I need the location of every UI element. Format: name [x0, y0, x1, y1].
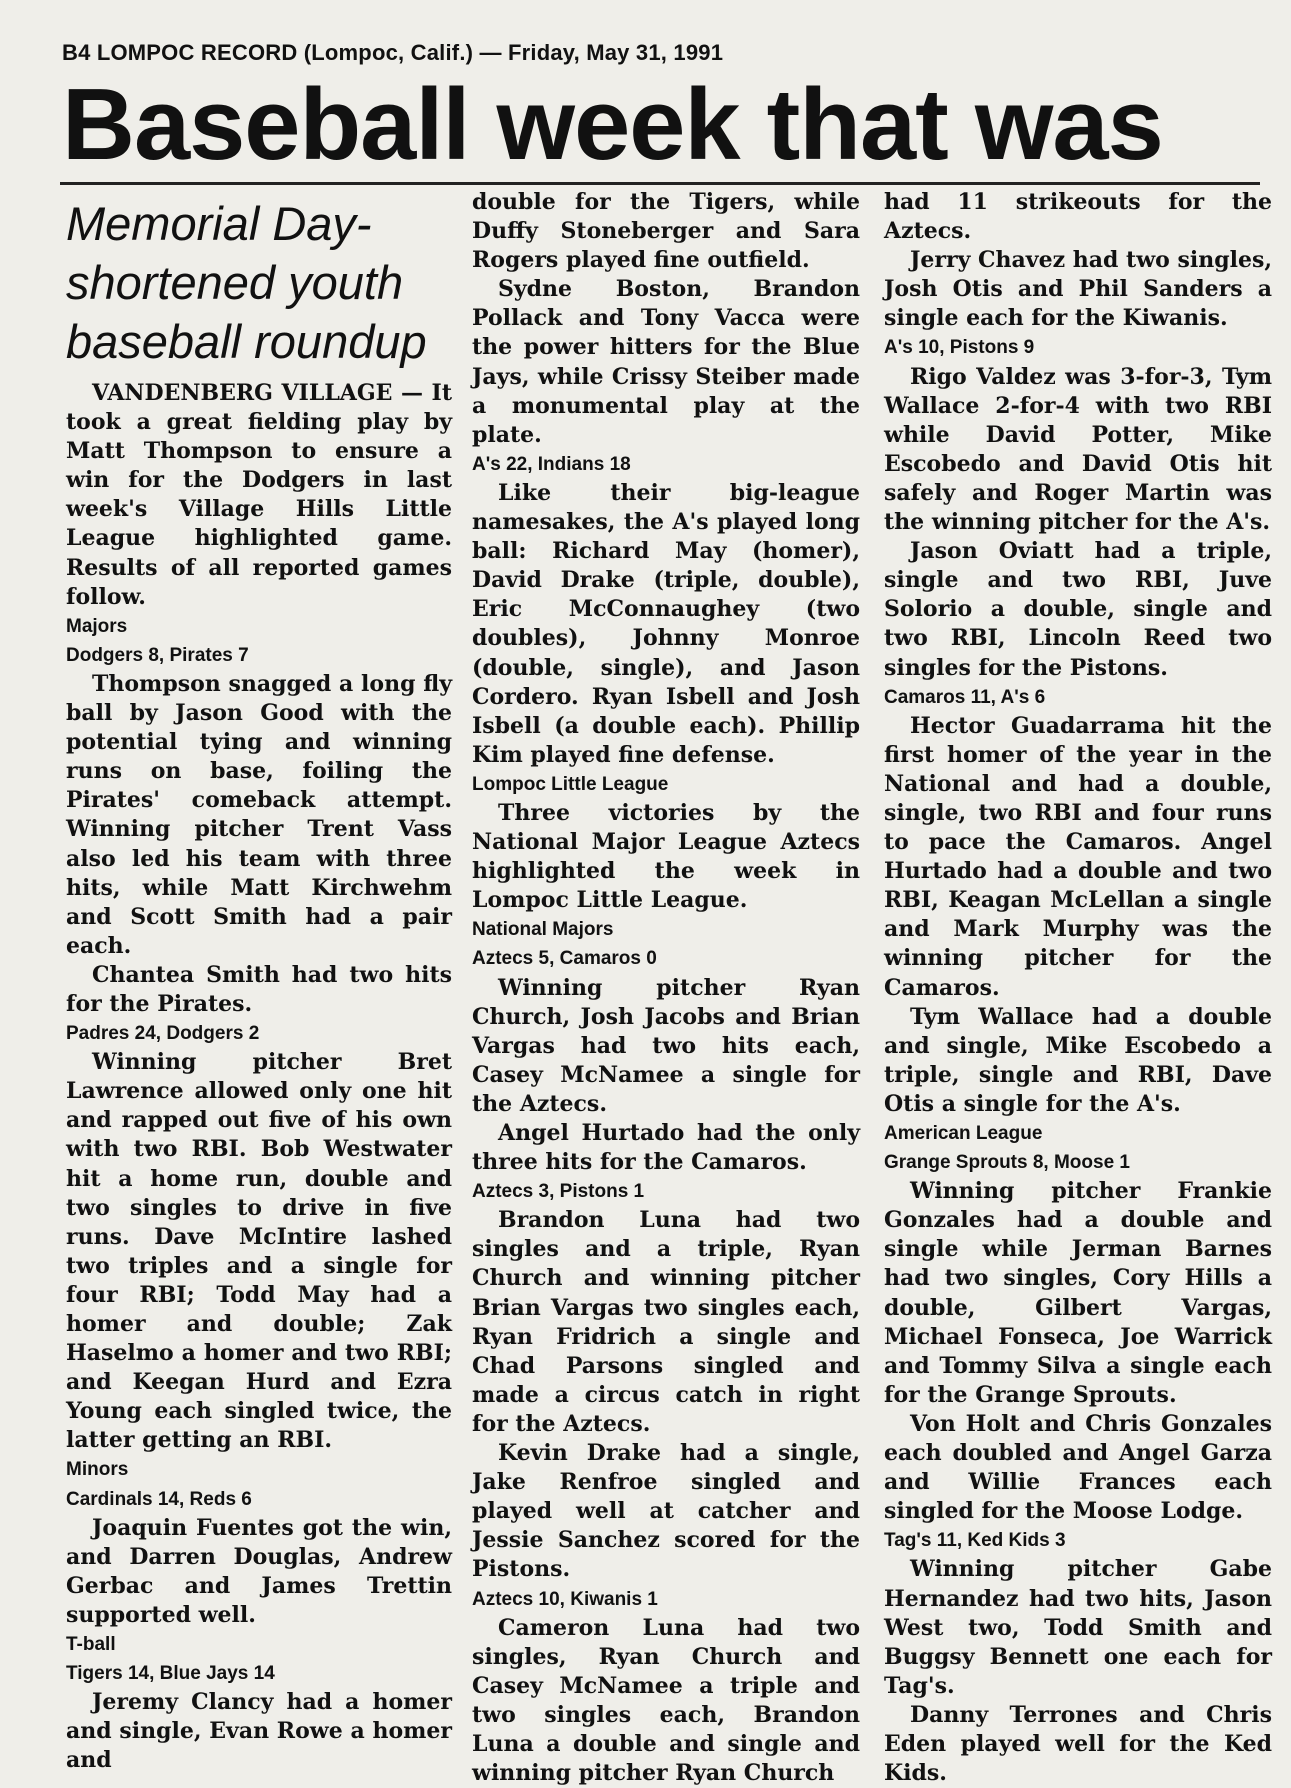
section-heading: Lompoc Little League: [472, 773, 669, 795]
section-heading: American League: [884, 1123, 1043, 1144]
headline: Baseball week that was: [62, 69, 1163, 181]
section-heading: Tag's 11, Ked Kids 3: [884, 1530, 1066, 1552]
paragraph: Tym Wallace had a double and single, Mike Escobedo a triple, single and RBI, Dave Otis a single for the A's.: [884, 1003, 1272, 1117]
section-heading: Majors: [66, 615, 128, 637]
section-heading: Aztecs 10, Kiwanis 1: [472, 1588, 658, 1610]
paragraph: Winning pitcher Ryan Church, Josh Jacobs and Brian Vargas had two hits each, Casey McNamee a single for the Aztecs.: [472, 974, 860, 1117]
continued-paragraph: double for the Tigers, while Duffy Stoneberger and Sara Rogers played fine outfield.: [472, 189, 860, 274]
section-heading: Aztecs 3, Pistons 1: [472, 1181, 645, 1203]
section-heading: Cardinals 14, Reds 6: [66, 1488, 252, 1510]
paragraph: Thompson snagged a long fly ball by Jason Good with the potential tying and winning runs on base, foiling the Pirates' comeback attempt. Winning pitcher Trent Vass also led his team with three hits, while Matt Kirchwehm and Scott Smith had a pair each.: [66, 670, 452, 959]
paragraph: Winning pitcher Bret Lawrence allowed only one hit and rapped out five of his own with two RBI. Bob Westwater hit a home run, double and two singles to drive in five runs. Dave McIntire lashed two triples and a single for four RBI; Todd May had a homer and double; Zak Haselmo a homer and two RBI; and Keegan Hurd and Ezra Young each singled twice, the latter getting an RBI.: [66, 1049, 452, 1454]
paragraph: Angel Hurtado had the only three hits for the Camaros.: [472, 1120, 860, 1176]
deck-line: shortened youth: [66, 256, 404, 309]
paragraph: Jerry Chavez had two singles, Josh Otis and Phil Sanders a single each for the Kiwanis.: [884, 247, 1272, 332]
section-heading: A's 10, Pistons 9: [884, 337, 1035, 359]
section-heading: Camaros 11, A's 6: [884, 686, 1046, 708]
column-3-body: [884, 188, 1272, 1788]
paragraph: Joaquin Fuentes got the win, and Darren Douglas, Andrew Gerbac and James Trettin supported well.: [66, 1514, 452, 1628]
section-heading: Padres 24, Dodgers 2: [66, 1023, 260, 1045]
deck: [66, 194, 452, 371]
paragraph: Hector Guadarrama hit the first homer of the year in the National and had a double, single, two RBI and four runs to pace the Camaros. Angel Hurtado had a double and two RBI, Keagan McLellan a single and Mark Murphy was the winning pitcher for the Camaros.: [884, 712, 1272, 1001]
deck-line: Memorial Day-: [66, 197, 372, 250]
paragraph: Rigo Valdez was 3-for-3, Tym Wallace 2-for-4 with two RBI while David Potter, Mike Escobedo and David Otis hit safely and Roger Martin was the winning pitcher for the A's.: [884, 363, 1272, 536]
paragraph: Chantea Smith had two hits for the Pirates.: [66, 961, 452, 1017]
paragraph: Winning pitcher Frankie Gonzales had a double and single while Jerman Barnes had two singles, Cory Hills a double, Gilbert Vargas, Michael Fonseca, Joe Warrick and Tommy Silva a single each for the Grange Sprouts.: [884, 1178, 1272, 1408]
paragraph: Kevin Drake had a single, Jake Renfroe singled and played well at catcher and Jessie Sanchez scored for the Pistons.: [472, 1440, 860, 1583]
section-heading: Minors: [66, 1459, 129, 1481]
page-folio: B4 LOMPOC RECORD (Lompoc, Calif.) — Friday, May 31, 1991: [62, 40, 724, 65]
paragraph: Von Holt and Chris Gonzales each doubled and Angel Garza and Willie Frances each singled for the Moose Lodge.: [884, 1410, 1272, 1525]
paragraph: Like their big-league namesakes, the A's played long ball: Richard May (homer), David Drake (triple, double), Eric McConnaughey (two doubles), Johnny Monroe (double, single), and Jason Cordero. Ryan Isbell and Josh Isbell (a double each). Phillip Kim played fine defense.: [472, 479, 860, 768]
section-heading: Dodgers 8, Pirates 7: [66, 644, 249, 666]
section-heading: Aztecs 5, Camaros 0: [472, 948, 657, 970]
paragraph: Winning pitcher Gabe Hernandez had two hits, Jason West two, Todd Smith and Buggsy Bennett one each for Tag's.: [884, 1556, 1272, 1699]
column-2: [472, 188, 860, 1788]
paragraph: Sydne Boston, Brandon Pollack and Tony Vacca were the power hitters for the Blue Jays, while Crissy Steiber made a monumental play at the plate.: [472, 276, 860, 448]
paragraph: Cameron Luna had two singles, Ryan Church and Casey McNamee a triple and two singles each, Brandon Luna a double and single and winning pitcher Ryan Church: [472, 1614, 860, 1787]
continued-paragraph: had 11 strikeouts for the Aztecs.: [884, 189, 1272, 245]
section-heading: A's 22, Indians 18: [472, 453, 631, 475]
column-2-body: [472, 188, 860, 1788]
paragraph: Three victories by the National Major League Aztecs highlighted the week in Lompoc Little League.: [472, 799, 860, 914]
paragraph: Danny Terrones and Chris Eden played well for the Ked Kids.: [884, 1701, 1272, 1787]
paragraph: VANDENBERG VILLAGE — It took a great fielding play by Matt Thompson to ensure a win for the Dodgers in last week's Village Hills Little League highlighted game. Results of all reported games follow.: [66, 380, 452, 610]
paragraph: Brandon Luna had two singles and a triple, Ryan Church and winning pitcher Brian Vargas two singles each, Ryan Fridrich a single and Chad Parsons singled and made a circus catch in right for the Aztecs.: [472, 1207, 860, 1437]
paragraph: Jason Oviatt had a triple, single and two RBI, Juve Solorio a double, single and two RBI, Lincoln Reed two singles for the Pistons.: [884, 538, 1272, 681]
deck-line: baseball roundup: [66, 315, 427, 368]
section-heading: T-ball: [66, 1634, 116, 1656]
paragraph: Jeremy Clancy had a homer and single, Evan Rowe a homer and: [66, 1689, 452, 1774]
section-heading: National Majors: [472, 919, 614, 941]
section-heading: Grange Sprouts 8, Moose 1: [884, 1152, 1130, 1174]
column-1-body: [66, 379, 452, 1776]
headline-rule: [60, 182, 1260, 185]
section-heading: Tigers 14, Blue Jays 14: [66, 1663, 275, 1685]
column-1: [66, 188, 452, 1776]
column-3: [884, 188, 1272, 1788]
